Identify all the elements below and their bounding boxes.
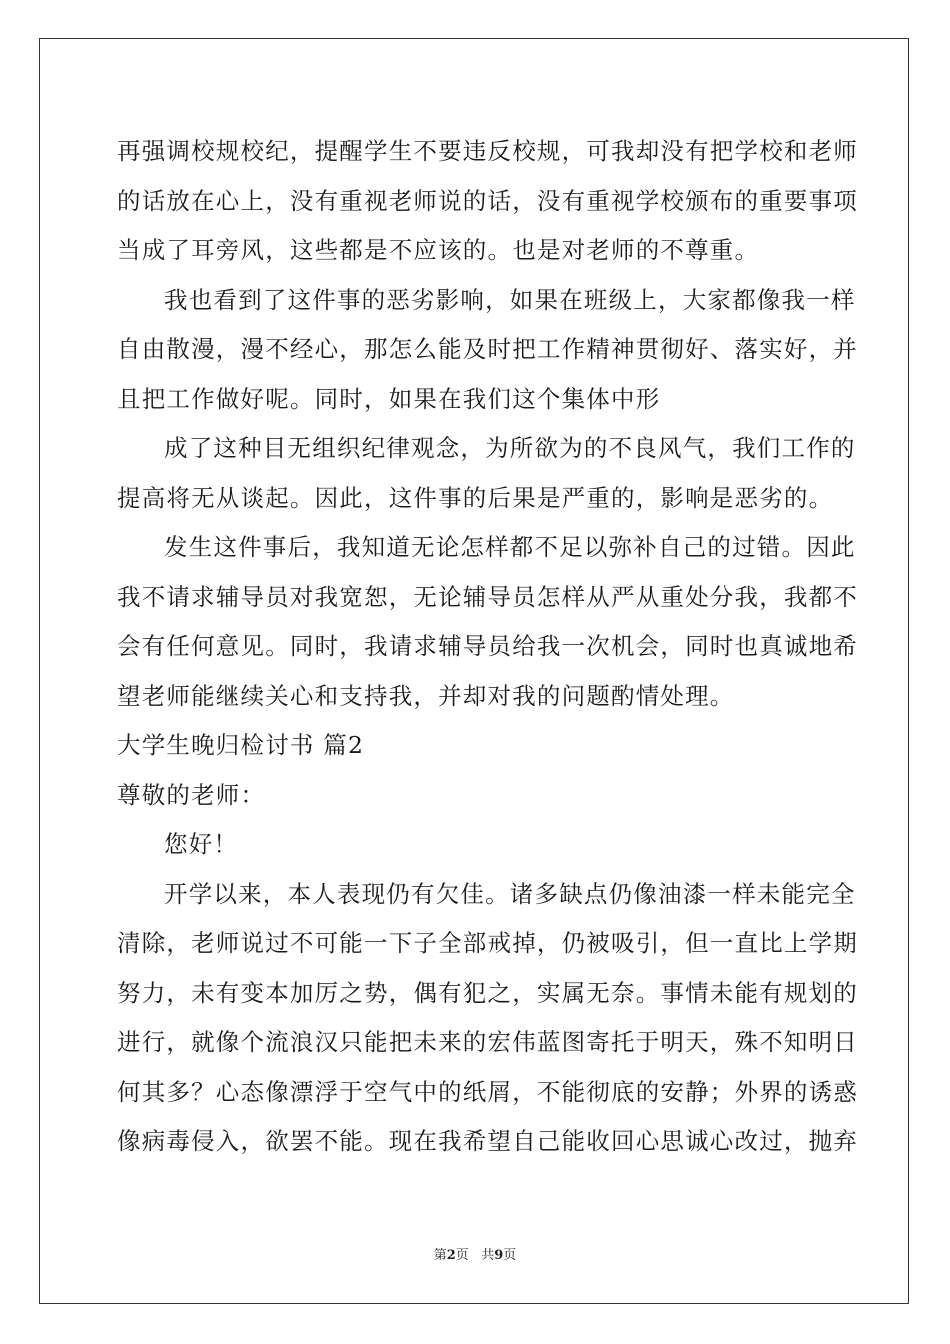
text-line: 像病毒侵入，欲罢不能。现在我希望自己能收回心思诚心改过，抛弃 xyxy=(117,1127,858,1155)
text-line: 大学生晚归检讨书 篇2 xyxy=(117,731,365,759)
text-line: 会有任何意见。同时，我请求辅导员给我一次机会，同时也真诚地希 xyxy=(117,632,858,660)
text-line: 努力，未有变本加厉之势，偶有犯之，实属无奈。事情未能有规划的 xyxy=(117,978,858,1007)
text-line: 望老师能继续关心和支持我，并却对我的问题酌情处理。 xyxy=(117,681,735,710)
page-suffix: 页 xyxy=(455,1248,469,1263)
text-line: 当成了耳旁风，这些都是不应该的。也是对老师的不尊重。 xyxy=(117,236,760,264)
text-line: 成了这种目无组织纪律观念，为所欲为的不良风气，我们工作的 xyxy=(164,434,856,462)
text-line: 提高将无从谈起。因此，这件事的后果是严重的，影响是恶劣的。 xyxy=(117,483,834,512)
text-line: 我不请求辅导员对我宽恕，无论辅导员怎样从严从重处分我，我都不 xyxy=(117,582,858,611)
text-line: 清除，老师说过不可能一下子全部戒掉，仍被吸引，但一直比上学期 xyxy=(117,929,858,957)
text-line: 您好！ xyxy=(164,830,239,858)
text-line: 且把工作做好呢。同时，如果在我们这个集体中形 xyxy=(117,384,661,413)
page-prefix: 第 xyxy=(433,1248,447,1263)
document-body xyxy=(117,127,858,1167)
page-footer xyxy=(0,1244,950,1263)
text-line: 再强调校规校纪，提醒学生不要违反校规，可我却没有把学校和老师 xyxy=(117,137,858,165)
text-line: 尊敬的老师： xyxy=(117,780,266,809)
text-line: 的话放在心上，没有重视老师说的话，没有重视学校颁布的重要事项 xyxy=(117,186,858,215)
page-number: 2 xyxy=(446,1248,456,1263)
text-line: 我也看到了这件事的恶劣影响，如果在班级上，大家都像我一样 xyxy=(164,285,856,314)
text-line: 何其多？心态像漂浮于空气中的纸屑，不能彻底的安静；外界的诱惑 xyxy=(117,1077,858,1106)
text-line: 开学以来，本人表现仍有欠佳。诸多缺点仍像油漆一样未能完全 xyxy=(164,879,856,908)
text-line: 发生这件事后，我知道无论怎样都不足以弥补自己的过错。因此 xyxy=(164,533,856,561)
text-line: 进行，就像个流浪汉只能把未来的宏伟蓝图寄托于明天，殊不知明日 xyxy=(117,1028,858,1056)
text-line: 自由散漫，漫不经心，那怎么能及时把工作精神贯彻好、落实好，并 xyxy=(117,335,858,363)
total-suffix: 页 xyxy=(503,1248,517,1263)
total-pages: 9 xyxy=(494,1248,504,1263)
total-prefix: 共 xyxy=(481,1248,495,1263)
